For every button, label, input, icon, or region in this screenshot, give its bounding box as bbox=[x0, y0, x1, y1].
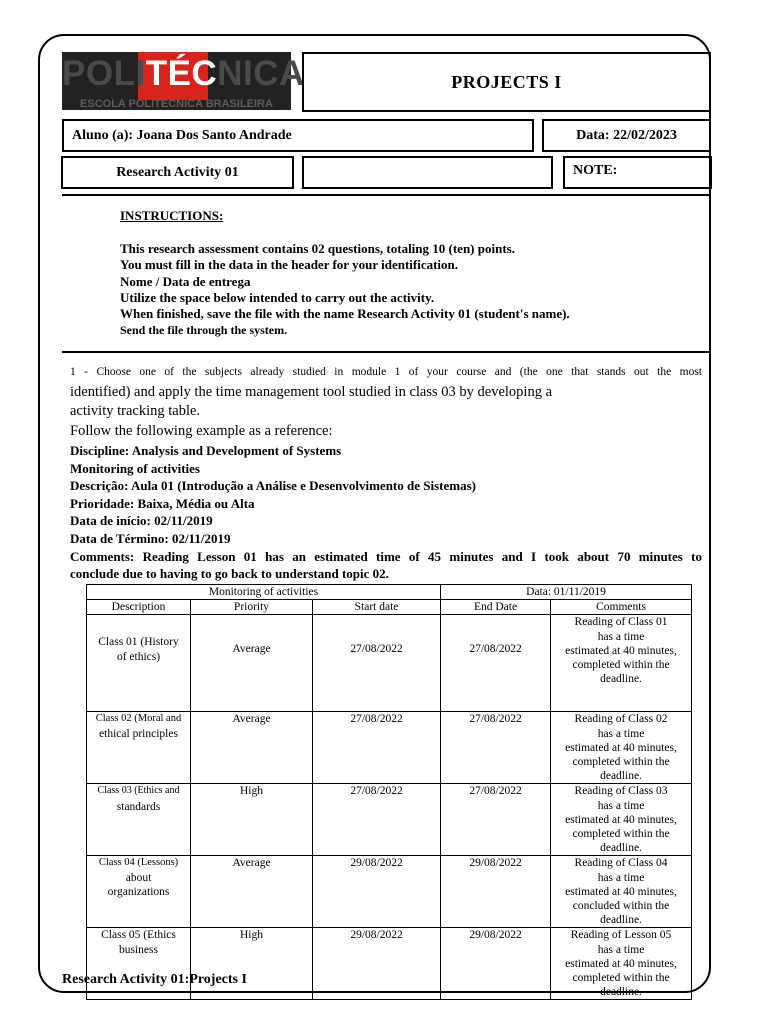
priority-cell: Average bbox=[191, 856, 313, 928]
logo-wordmark: POLITÉCNICA bbox=[62, 54, 305, 93]
activity-field[interactable]: Research Activity 01 bbox=[61, 156, 294, 189]
activities-table bbox=[86, 584, 692, 1000]
instruction-line: You must fill in the data in the header for your identification. bbox=[120, 257, 459, 273]
instruction-line: When finished, save the file with the name Research Activity 01 (student's name). bbox=[120, 306, 570, 322]
example-line: Prioridade: Baixa, Média ou Alta bbox=[70, 495, 255, 511]
column-header: Start date bbox=[313, 600, 441, 615]
start-date-cell: 27/08/2022 bbox=[313, 615, 441, 712]
example-line: Monitoring of activities bbox=[70, 460, 200, 476]
example-line: Data de início: 02/11/2019 bbox=[70, 513, 213, 529]
instructions-list bbox=[120, 241, 570, 339]
table-title-row bbox=[87, 585, 692, 600]
example-line: Discipline: Analysis and Development of Systems bbox=[70, 443, 342, 458]
table-row bbox=[87, 856, 692, 928]
document-title: PROJECTS I bbox=[302, 52, 711, 112]
logo-subtitle: ESCOLA POLITÉCNICA BRASILEIRA bbox=[80, 98, 273, 110]
priority-cell: Average bbox=[191, 615, 313, 712]
start-date-cell: 29/08/2022 bbox=[313, 928, 441, 1000]
priority-cell: High bbox=[191, 784, 313, 856]
description-cell: Class 02 (Moral and ethical principles bbox=[87, 712, 191, 784]
comments-line: conclude due to having to go back to understand topic 02. bbox=[70, 566, 389, 582]
description-cell: Class 03 (Ethics and standards bbox=[87, 784, 191, 856]
instruction-line: This research assessment contains 02 questions, totaling 10 (ten) points. bbox=[120, 241, 515, 256]
table-row bbox=[87, 928, 692, 1000]
question-text-line: Follow the following example as a reference: bbox=[70, 423, 333, 439]
page-footer: Research Activity 01:Projects I bbox=[62, 972, 247, 987]
example-line: Data de Término: 02/11/2019 bbox=[70, 530, 231, 546]
column-header: Priority bbox=[191, 600, 313, 615]
comments-cell: Reading of Lesson 05 has a time estimated at 40 minutes, completed within the deadline. bbox=[551, 928, 692, 1000]
question-text-line: 1 - Choose one of the subjects already studied in module 1 of your course and (the one that stands out the most bbox=[70, 366, 702, 378]
table-row bbox=[87, 784, 692, 856]
start-date-cell: 27/08/2022 bbox=[313, 712, 441, 784]
example-block bbox=[70, 442, 702, 583]
start-date-cell: 27/08/2022 bbox=[313, 784, 441, 856]
column-header: End Date bbox=[441, 600, 551, 615]
column-header: Comments bbox=[551, 600, 692, 615]
priority-cell: Average bbox=[191, 712, 313, 784]
description-cell: Class 04 (Lessons) about organizations bbox=[87, 856, 191, 928]
table-title: Monitoring of activities bbox=[87, 585, 441, 600]
end-date-cell: 27/08/2022 bbox=[441, 615, 551, 712]
question-text-line: activity tracking table. bbox=[70, 403, 201, 419]
instructions-heading: INSTRUCTIONS: bbox=[120, 208, 224, 223]
instruction-line: Send the file through the system. bbox=[120, 323, 288, 338]
school-logo bbox=[62, 52, 305, 110]
description-cell: Class 05 (Ethics business bbox=[87, 928, 191, 1000]
end-date-cell: 27/08/2022 bbox=[441, 784, 551, 856]
question-text-line: identified) and apply the time management tool studied in class 03 by developing a bbox=[70, 384, 553, 400]
instruction-line: Nome / Data de entrega bbox=[120, 273, 251, 289]
note-field[interactable]: NOTE: bbox=[563, 156, 712, 189]
end-date-cell: 27/08/2022 bbox=[441, 712, 551, 784]
start-date-cell: 29/08/2022 bbox=[313, 856, 441, 928]
table-row bbox=[87, 712, 692, 784]
table-row bbox=[87, 615, 692, 712]
column-header: Description bbox=[87, 600, 191, 615]
comments-cell: Reading of Class 04 has a time estimated at 40 minutes, concluded within the deadline. bbox=[551, 856, 692, 928]
comments-line: Comments: Reading Lesson 01 has an estimated time of 45 minutes and I took about 70 minutes to bbox=[70, 548, 702, 564]
divider-bottom bbox=[62, 351, 709, 353]
comments-cell: Reading of Class 01 has a time estimated at 40 minutes, completed within the deadline. bbox=[551, 615, 692, 712]
table-date: Data: 01/11/2019 bbox=[441, 585, 692, 600]
date-field[interactable]: Data: 22/02/2023 bbox=[542, 119, 711, 152]
student-name-field[interactable]: Aluno (a): Joana Dos Santo Andrade bbox=[62, 119, 534, 152]
blank-field[interactable] bbox=[302, 156, 553, 189]
instruction-line: Utilize the space below intended to carry out the activity. bbox=[120, 289, 435, 305]
description-cell: Class 01 (History of ethics) bbox=[87, 615, 191, 712]
table-header-row bbox=[87, 600, 692, 615]
end-date-cell: 29/08/2022 bbox=[441, 928, 551, 1000]
divider-top bbox=[62, 194, 709, 196]
comments-cell: Reading of Class 02 has a time estimated at 40 minutes, completed within the deadline. bbox=[551, 712, 692, 784]
comments-cell: Reading of Class 03 has a time estimated at 40 minutes, completed within the deadline. bbox=[551, 784, 692, 856]
end-date-cell: 29/08/2022 bbox=[441, 856, 551, 928]
example-line: Descrição: Aula 01 (Introdução a Análise e Desenvolvimento de Sistemas) bbox=[70, 478, 476, 494]
priority-cell: High bbox=[191, 928, 313, 1000]
